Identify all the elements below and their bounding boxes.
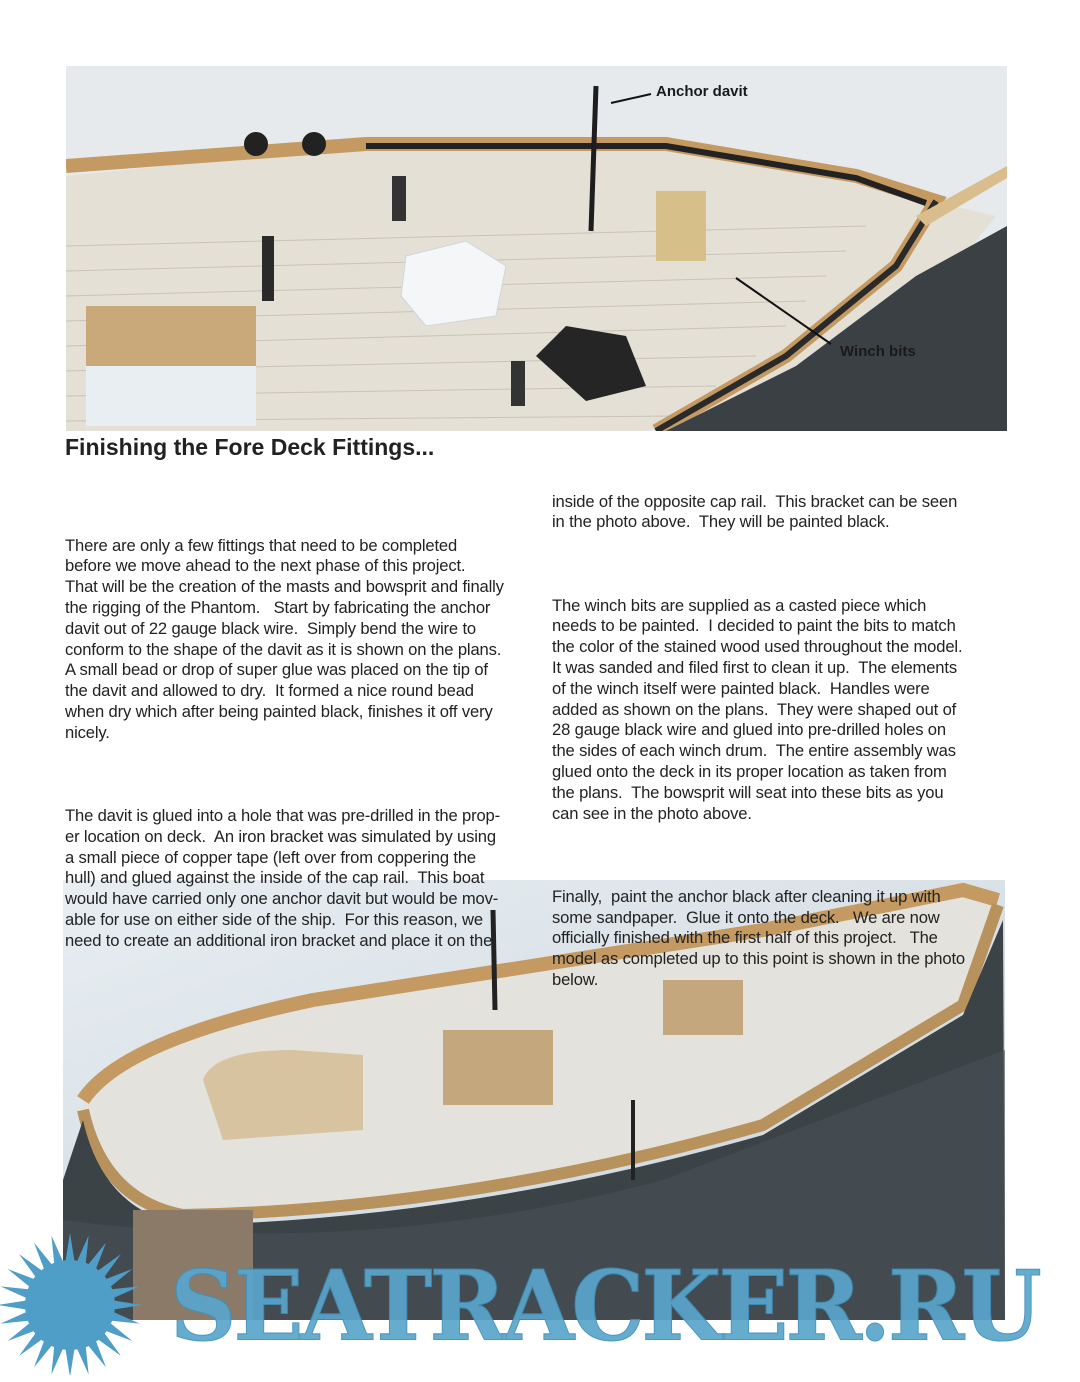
sun-ray (107, 1286, 140, 1299)
sun-ray (107, 1310, 140, 1323)
watermark-text: SEATRACKER.RU (170, 1249, 1039, 1363)
article-paragraph: inside of the opposite cap rail. This bracket can be seen in the photo above. They will be painted black. (552, 491, 958, 532)
sun-ray (0, 1286, 33, 1299)
sun-ray (75, 1342, 88, 1375)
winch-bits-callout: Winch bits (840, 343, 916, 360)
fore-deck-illustration (66, 66, 1007, 431)
sun-ray (51, 1235, 64, 1268)
article-paragraph: There are only a few fittings that need to be completed before we move ahead to the next phase of this project. That will be the creation of the masts and bowsprit and finally the rigging of the Phantom. Start by fabricating the anchor davit out of 22 gauge black wire. Simply bend the wire to conform to the shape of the davit as it is shown on the plans. A small bead or drop of super glue was placed on the tip of the davit and allowed to dry. It formed a nice round bead when dry which after being painted black, finishes it off very nicely. (65, 535, 504, 742)
article-heading: Finishing the Fore Deck Fittings... (65, 434, 435, 460)
article-paragraph: Finally, paint the anchor black after cleaning it up with some sandpaper. Glue it onto the deck. We are now officially finished with the first half of this project. The model as completed up to this point is shown in the photo below. (552, 886, 966, 989)
sun-ray (65, 1233, 75, 1265)
sun-ray (0, 1300, 30, 1310)
fore-deck-photo (66, 66, 1007, 431)
sun-ray (110, 1300, 142, 1310)
article-left-column (65, 494, 550, 972)
sun-ray (65, 1345, 75, 1375)
article-paragraph: The davit is glued into a hole that was pre-drilled in the prop- er location on deck. An iron bracket was simulated by using a small piece of copper tape (left over from coppering the hull) and glued against the inside of the cap rail. This boat would have carried only one anchor davit but would be mov- able for use on either side of the ship. For this reason, we need to create an additional iron bracket and place it on the (65, 805, 500, 950)
article-right-column (552, 450, 1022, 1012)
anchor-davit-callout: Anchor davit (656, 83, 748, 100)
sun-ray (51, 1342, 64, 1375)
sun-ray (0, 1310, 33, 1323)
article-paragraph: The winch bits are supplied as a casted piece which needs to be painted. I decided to paint the bits to match the color of the stained wood used throughout the model. It was sanded and filed first to clean it up. The elements of the winch itself were painted black. Handles were added as shown on the plans. They were shaped out of 28 gauge black wire and glued into pre-drilled holes on the sides of each winch drum. The entire assembly was glued onto the deck in its proper location as taken from the plans. The bowsprit will seat into these bits as you can see in the photo above. (552, 595, 963, 823)
sun-ray (75, 1235, 88, 1268)
